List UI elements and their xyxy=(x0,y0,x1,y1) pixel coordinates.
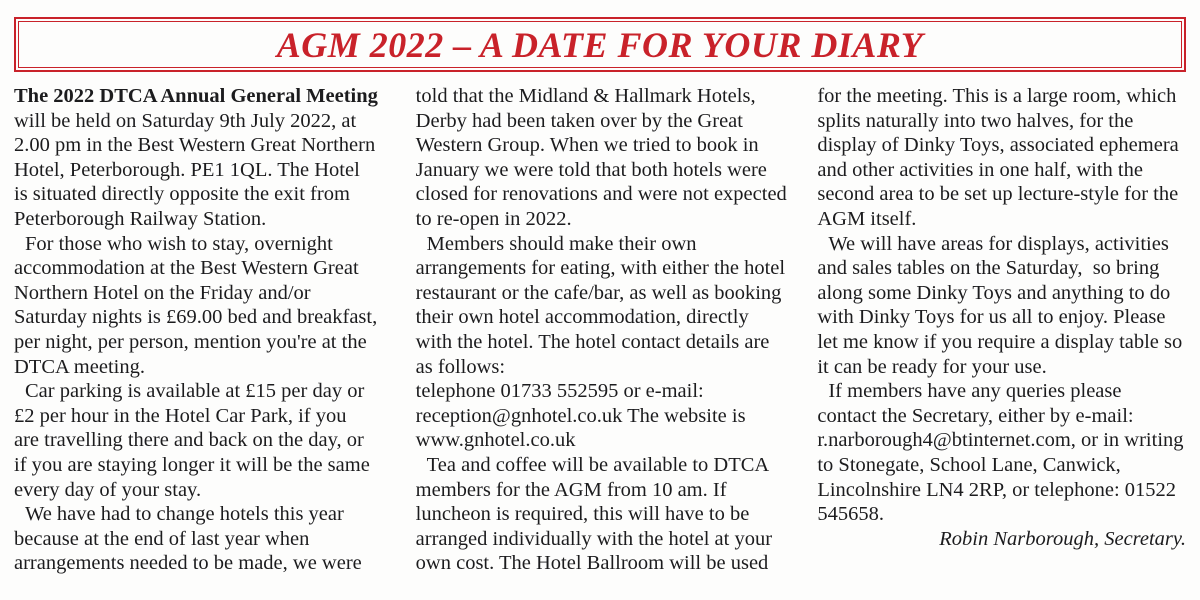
text-line: and other activities in one half, with the xyxy=(817,158,1143,181)
text-line: We have had to change hotels this year xyxy=(25,503,344,526)
text-line: told that the Midland & Hallmark Hotels, xyxy=(415,85,756,107)
text-line: let me know if you require a display table so xyxy=(817,330,1183,353)
title-banner xyxy=(14,17,1186,72)
title-banner-inner xyxy=(18,21,1182,68)
article-column-3 xyxy=(817,84,1186,576)
text-line: if you are staying longer it will be the same xyxy=(14,453,370,476)
text-line: splits naturally into two halves, for the xyxy=(817,109,1134,132)
page-title: AGM 2022 – A DATE FOR YOUR DIARY xyxy=(276,24,924,65)
text-line: per night, per person, mention you're at the xyxy=(14,330,367,353)
text-line: Hotel, Peterborough. PE1 1QL. The Hotel xyxy=(14,158,360,181)
text-line: Car parking is available at £15 per day or xyxy=(25,380,365,403)
text-line: their own hotel accommodation, directly xyxy=(415,306,749,329)
text-line: www.gnhotel.co.uk xyxy=(415,429,576,452)
text-line: telephone 01733 552595 or e-mail: xyxy=(415,380,704,403)
text-line: members for the AGM from 10 am. If xyxy=(415,478,727,501)
text-line: is situated directly opposite the exit from xyxy=(14,183,350,206)
text-line: for the meeting. This is a large room, which xyxy=(817,85,1177,107)
text-line: along some Dinky Toys and anything to do xyxy=(817,281,1171,304)
text-line: Derby had been taken over by the Great xyxy=(415,109,743,132)
text-line: are travelling there and back on the day, or xyxy=(14,429,364,452)
text-line: restaurant or the cafe/bar, as well as booking xyxy=(415,281,782,304)
text-line: For those who wish to stay, overnight xyxy=(25,232,333,255)
text-line: because at the end of last year when xyxy=(14,527,310,550)
text-line: arrangements for eating, with either the hotel xyxy=(415,257,786,280)
newsletter-page xyxy=(0,17,1200,600)
text-line: it can be ready for your use. xyxy=(817,355,1047,378)
text-line: arranged individually with the hotel at your xyxy=(415,527,773,550)
text-line: second area to be set up lecture-style for the xyxy=(817,183,1179,206)
text-line: Lincolnshire LN4 2RP, or telephone: 01522 xyxy=(817,478,1177,501)
text-line: luncheon is required, this will have to be xyxy=(415,503,750,526)
text-line: 2.00 pm in the Best Western Great Northern xyxy=(14,134,376,157)
text-line: with Dinky Toys for us all to enjoy. Please xyxy=(817,306,1166,329)
text-line: Peterborough Railway Station. xyxy=(14,207,267,230)
text-line: will be held on Saturday 9th July 2022, at xyxy=(14,109,357,132)
text-line: 545658. xyxy=(817,503,884,526)
text-line: contact the Secretary, either by e-mail: xyxy=(817,404,1134,427)
text-line: every day of your stay. xyxy=(14,478,202,501)
text-line: £2 per hour in the Hotel Car Park, if you xyxy=(14,404,347,427)
article-columns xyxy=(0,84,1200,576)
text-line: as follows: xyxy=(415,355,506,378)
text-line: own cost. The Hotel Ballroom will be used xyxy=(415,552,769,575)
text-line: to Stonegate, School Lane, Canwick, xyxy=(817,453,1121,476)
text-line: closed for renovations and were not expected xyxy=(415,183,787,206)
text-line: DTCA meeting. xyxy=(14,355,145,378)
text-line: AGM itself. xyxy=(817,207,917,230)
text-line: accommodation at the Best Western Great xyxy=(14,257,359,280)
signature: Robin Narborough, Secretary. xyxy=(939,527,1187,550)
text-line: r.narborough4@btinternet.com, or in writing xyxy=(817,429,1184,452)
text-line: to re-open in 2022. xyxy=(415,207,572,230)
text-line: Tea and coffee will be available to DTCA xyxy=(426,453,770,476)
text-line: display of Dinky Toys, associated ephemera xyxy=(817,134,1179,157)
text-line: Northern Hotel on the Friday and/or xyxy=(14,281,311,304)
text-line: Western Group. When we tried to book in xyxy=(415,134,759,157)
text-line: reception@gnhotel.co.uk The website is xyxy=(415,404,746,427)
text-line: arrangements needed to be made, we were xyxy=(14,552,362,575)
article-column-2 xyxy=(416,84,785,576)
article-column-1 xyxy=(14,84,383,576)
text-line: and sales tables on the Saturday, so bring xyxy=(817,257,1160,280)
text-line: If members have any queries please xyxy=(828,380,1122,403)
text-line: with the hotel. The hotel contact details are xyxy=(415,330,770,353)
text-line: We will have areas for displays, activities xyxy=(828,232,1169,255)
text-line: January we were told that both hotels were xyxy=(415,158,767,181)
text-line: Saturday nights is £69.00 bed and breakfast, xyxy=(14,306,378,329)
text-line: Members should make their own xyxy=(426,232,697,255)
text-line: The 2022 DTCA Annual General Meeting xyxy=(14,85,378,107)
